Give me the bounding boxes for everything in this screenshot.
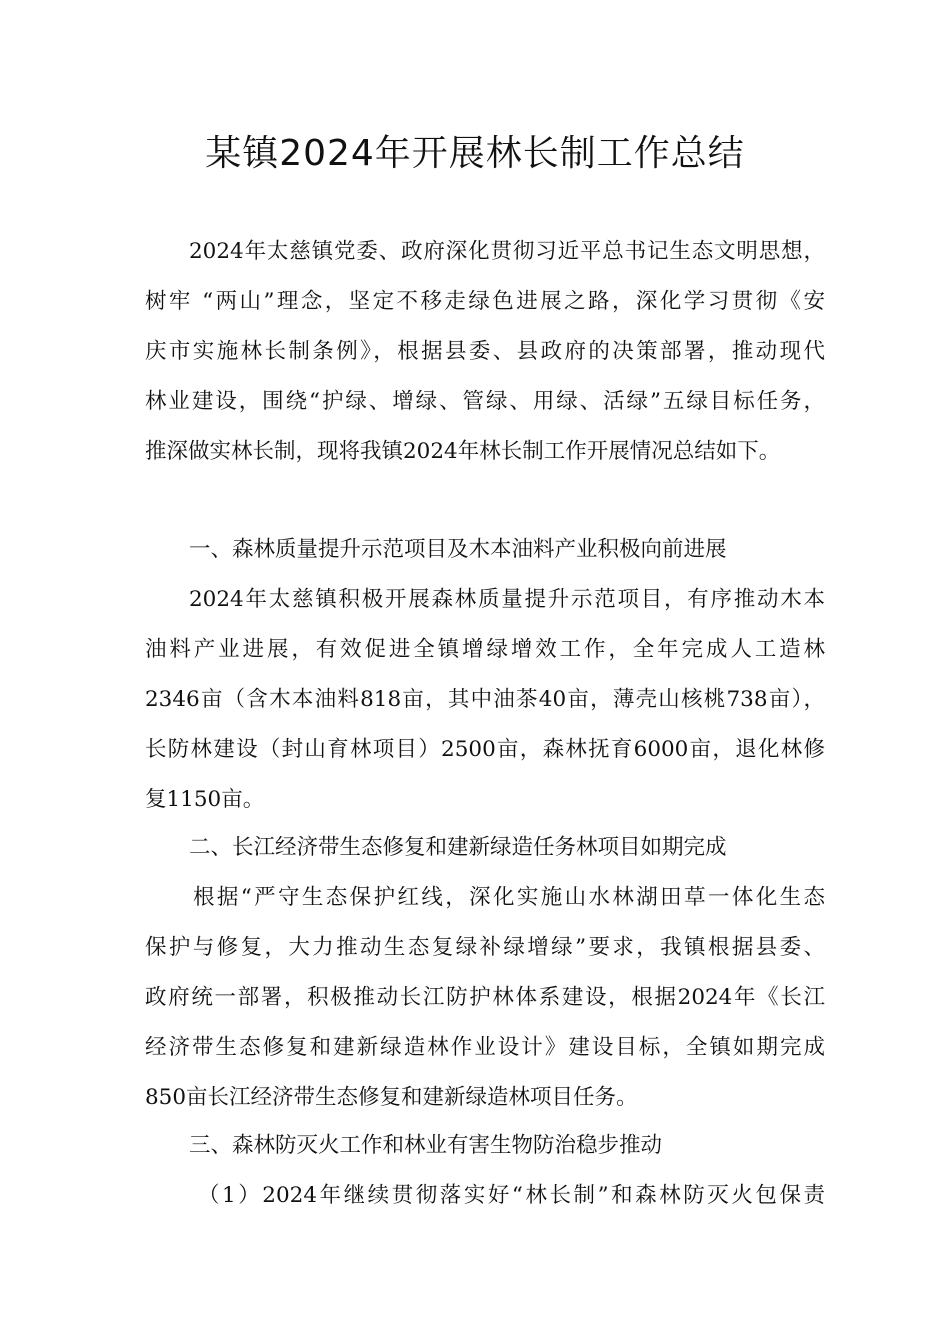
- paragraph-line: 2024年太慈镇积极开展森林质量提升示范项目，有序推动木本: [189, 587, 825, 612]
- section-heading: 二、长江经济带生态修复和建新绿造任务林项目如期完成: [189, 835, 727, 860]
- section-heading: 三、森林防灭火工作和林业有害生物防治稳步推动: [189, 1133, 663, 1158]
- paragraph-line: 根据“严守生态保护红线，深化实施山水林湖田草一体化生态: [193, 885, 825, 910]
- paragraph-line: 复1150亩。: [145, 787, 265, 812]
- paragraph-line: 庆市实施林长制条例》，根据县委、县政府的决策部署，推动现代: [145, 339, 825, 364]
- section-heading: 一、森林质量提升示范项目及木本油料产业积极向前进展: [189, 537, 727, 562]
- paragraph-line: 政府统一部署，积极推动长江防护林体系建设，根据2024年《长江: [145, 985, 825, 1010]
- paragraph-line: 2024年太慈镇党委、政府深化贯彻习近平总书记生态文明思想，: [189, 239, 825, 264]
- paragraph-line: 保护与修复，大力推动生态复绿补绿增绿”要求，我镇根据县委、: [145, 935, 825, 960]
- paragraph-line: 850亩长江经济带生态修复和建新绿造林项目任务。: [145, 1085, 638, 1110]
- paragraph-line: 推深做实林长制，现将我镇2024年林长制工作开展情况总结如下。: [145, 439, 781, 464]
- paragraph-line: 油料产业进展，有效促进全镇增绿增效工作，全年完成人工造林: [145, 637, 825, 662]
- paragraph-line: （1）2024年继续贯彻落实好“林长制”和森林防灭火包保责: [198, 1183, 825, 1208]
- paragraph-line: 经济带生态修复和建新绿造林作业设计》建设目标，全镇如期完成: [145, 1035, 825, 1060]
- paragraph-line: 林业建设，围绕“护绿、增绿、管绿、用绿、活绿”五绿目标任务，: [145, 389, 825, 414]
- paragraph-line: 树牢 “两山”理念，坚定不移走绿色进展之路，深化学习贯彻《安: [145, 289, 825, 314]
- paragraph-line: 长防林建设（封山育林项目）2500亩，森林抚育6000亩，退化林修: [145, 737, 825, 762]
- paragraph-line: 2346亩（含木本油料818亩，其中油茶40亩，薄壳山核桃738亩），: [145, 687, 825, 712]
- document-title: 某镇2024年开展林长制工作总结: [205, 133, 745, 174]
